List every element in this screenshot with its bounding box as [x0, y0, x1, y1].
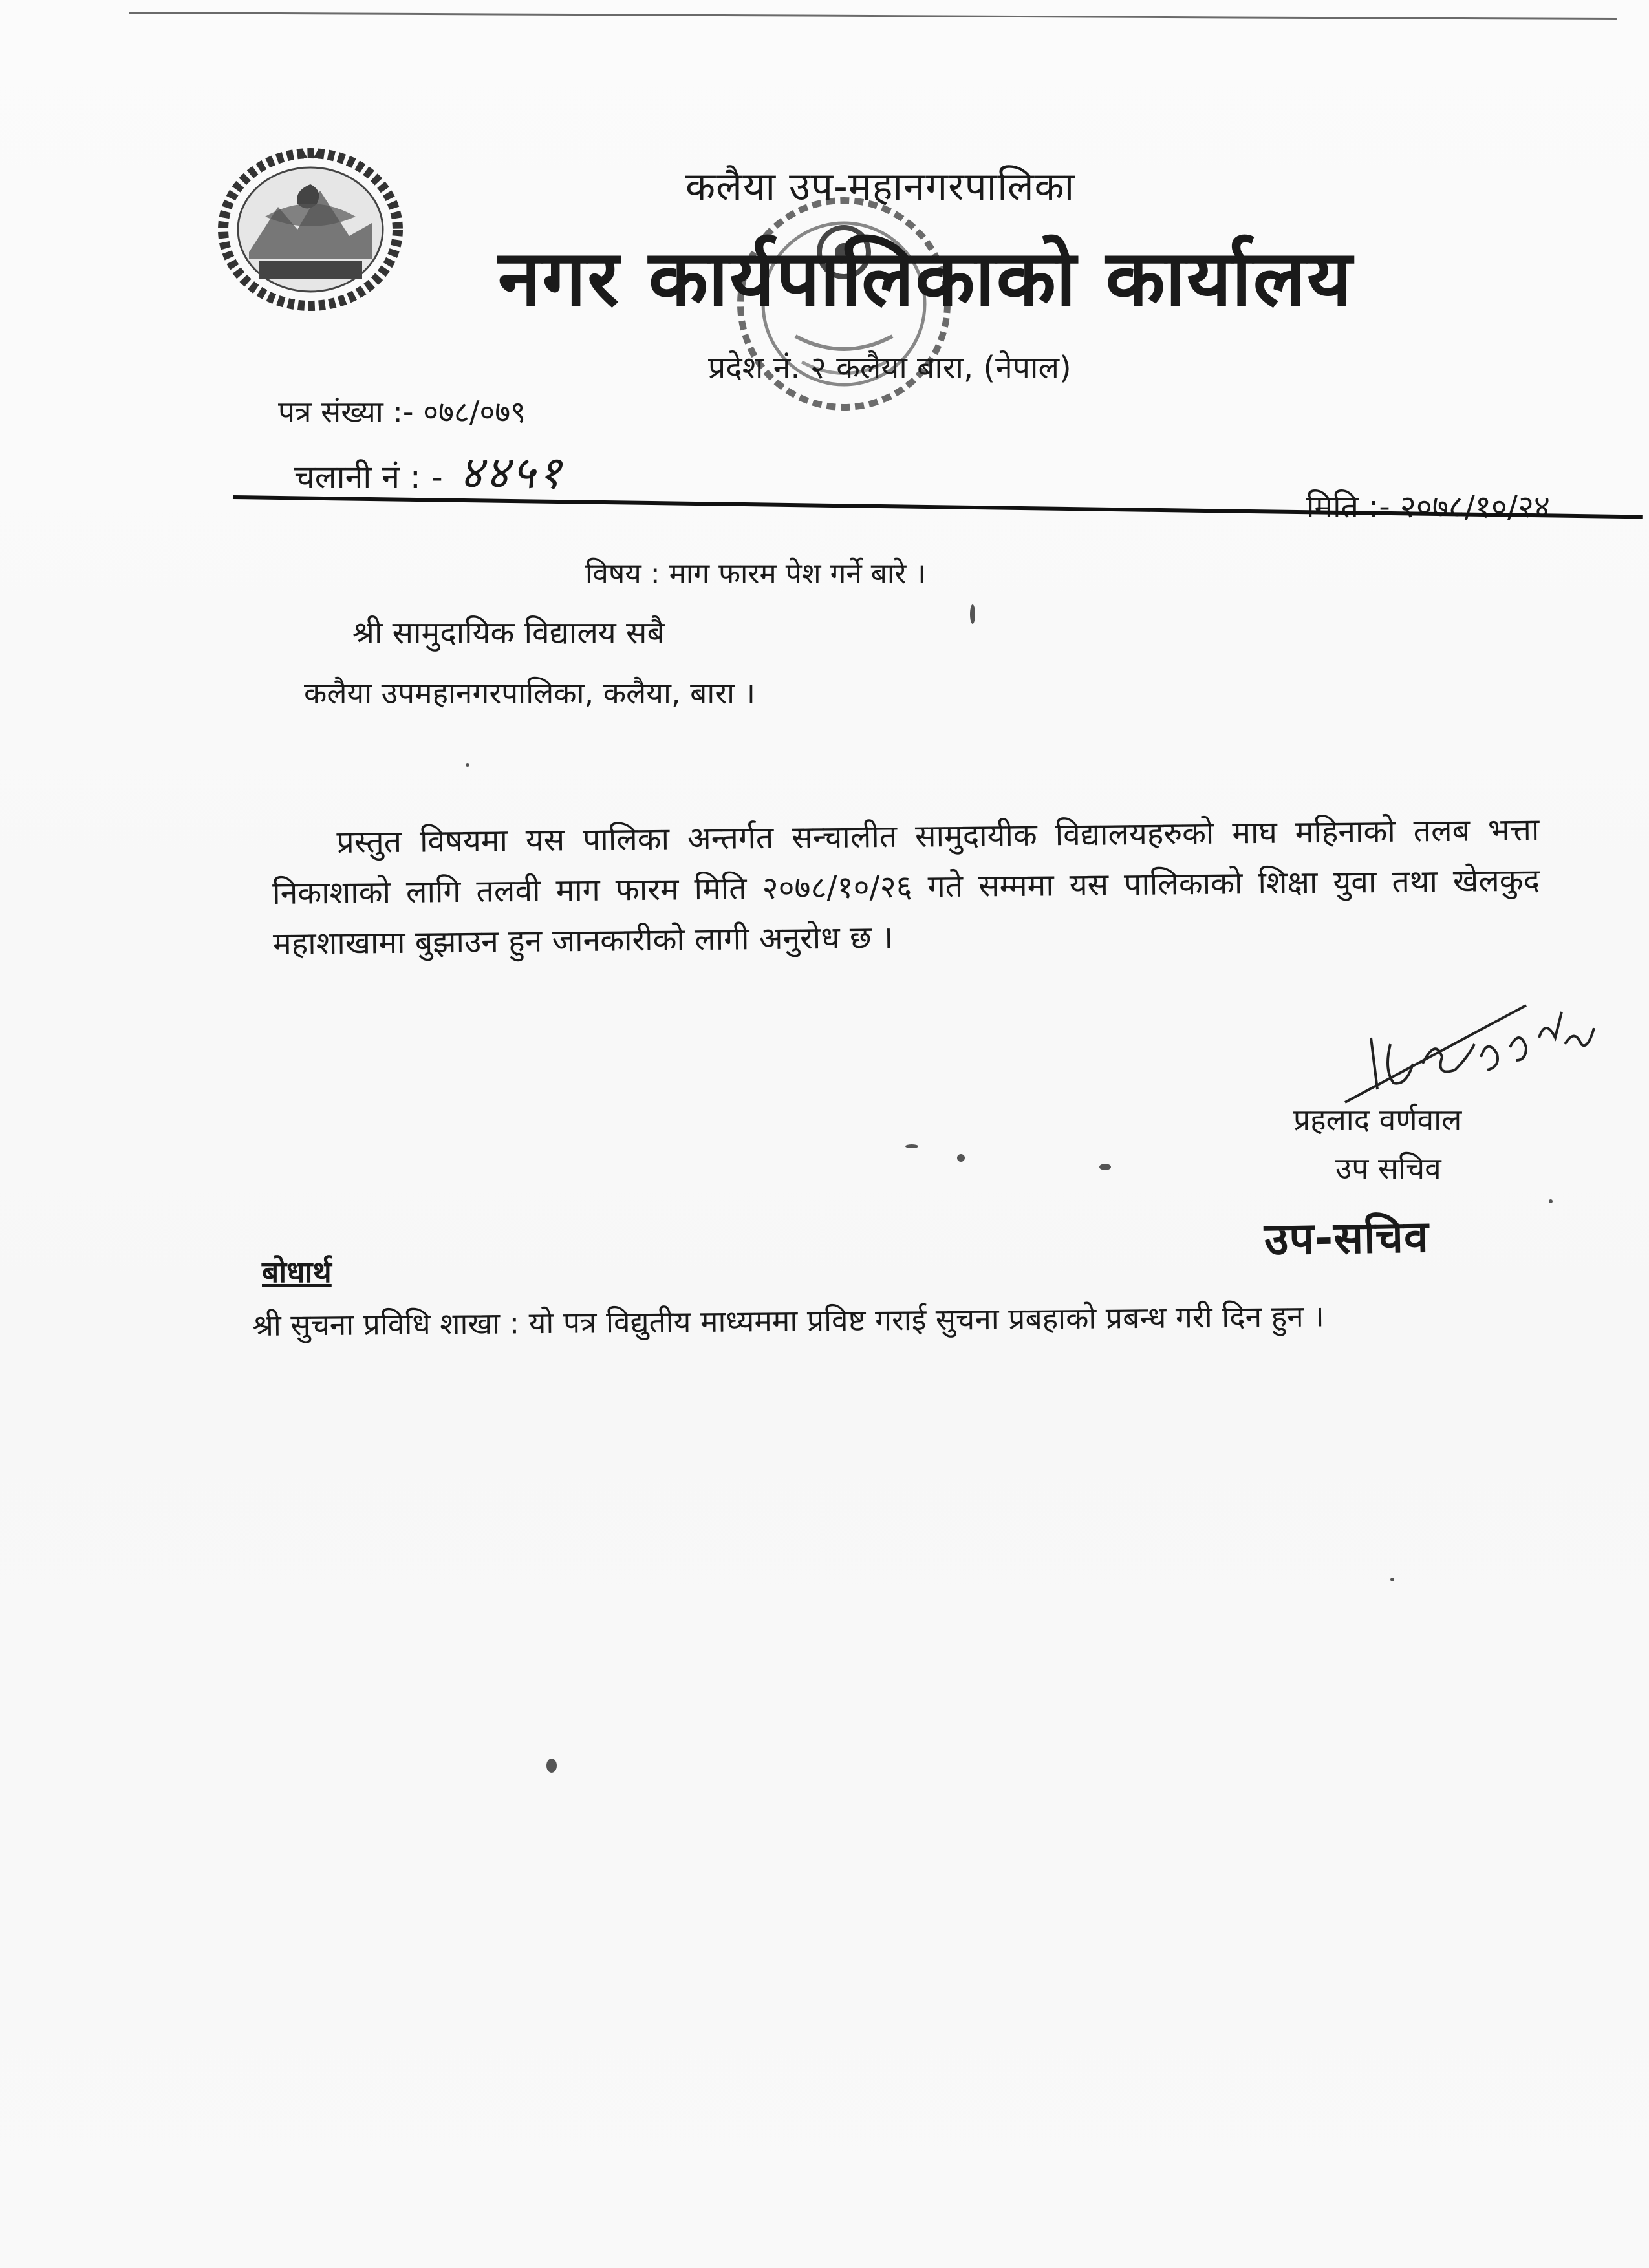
municipality-name: कलैया उप-महानगरपालिका — [685, 164, 1075, 209]
letter-date: मिति :- २०७८/१०/२४ — [1306, 489, 1550, 525]
dispatch-label: चलानी नं : - — [294, 458, 443, 496]
letter-subject: विषय : माग फारम पेश गर्ने बारे । — [585, 557, 926, 590]
scan-speck — [970, 604, 975, 624]
scan-edge-line — [129, 12, 1617, 20]
signatory-name: प्रहलाद वर्णवाल — [1293, 1102, 1462, 1137]
scan-speck — [1099, 1164, 1111, 1170]
letter-body: प्रस्तुत विषयमा यस पालिका अन्तर्गत सन्चालीत सामुदायीक विद्यालयहरुको माघ महिनाको तलब भत्ता निकाशाको लागि तलवी माग फारम मिति २०७८/१०/२६ गते सम्ममा यस पालिकाको शिक्षा युवा तथा खेलकुद महाशाखामा बुझाउन हुन जानकारीको लागी अनुरोध छ । — [272, 811, 1540, 962]
office-address: प्रदेश नं. २ कलैया बारा, (नेपाल) — [708, 350, 1072, 386]
handwritten-signature — [1332, 999, 1604, 1109]
scan-speck — [1549, 1199, 1553, 1203]
nepal-government-emblem-icon — [213, 145, 407, 314]
recipient-line-2: कलैया उपमहानगरपालिका, कलैया, बारा । — [304, 676, 756, 711]
cc-text: श्री सुचना प्रविधि शाखा : यो पत्र विद्युतीय माध्यममा प्रविष्ट गराई सुचना प्रबहाको प्रबन्ध गरी दिन हुन । — [252, 1298, 1324, 1343]
cc-heading: बोधार्थ — [262, 1254, 332, 1289]
scan-speck — [466, 763, 469, 767]
recipient-line-1: श्री सामुदायिक विद्यालय सबै — [352, 615, 665, 651]
scan-speck — [546, 1759, 557, 1773]
scan-speck — [1390, 1578, 1394, 1581]
scan-speck — [905, 1144, 918, 1148]
office-title: नगर कार्यपालिकाको कार्यालय — [498, 234, 1353, 324]
scan-speck — [957, 1154, 965, 1162]
letter-number: पत्र संख्या :- ०७८/०७९ — [278, 394, 526, 429]
designation-stamp: उप-सचिव — [1264, 1211, 1430, 1266]
dispatch-value: ४४५१ — [459, 446, 565, 499]
signatory-title: उप सचिव — [1335, 1151, 1441, 1186]
dispatch-number — [294, 440, 564, 502]
